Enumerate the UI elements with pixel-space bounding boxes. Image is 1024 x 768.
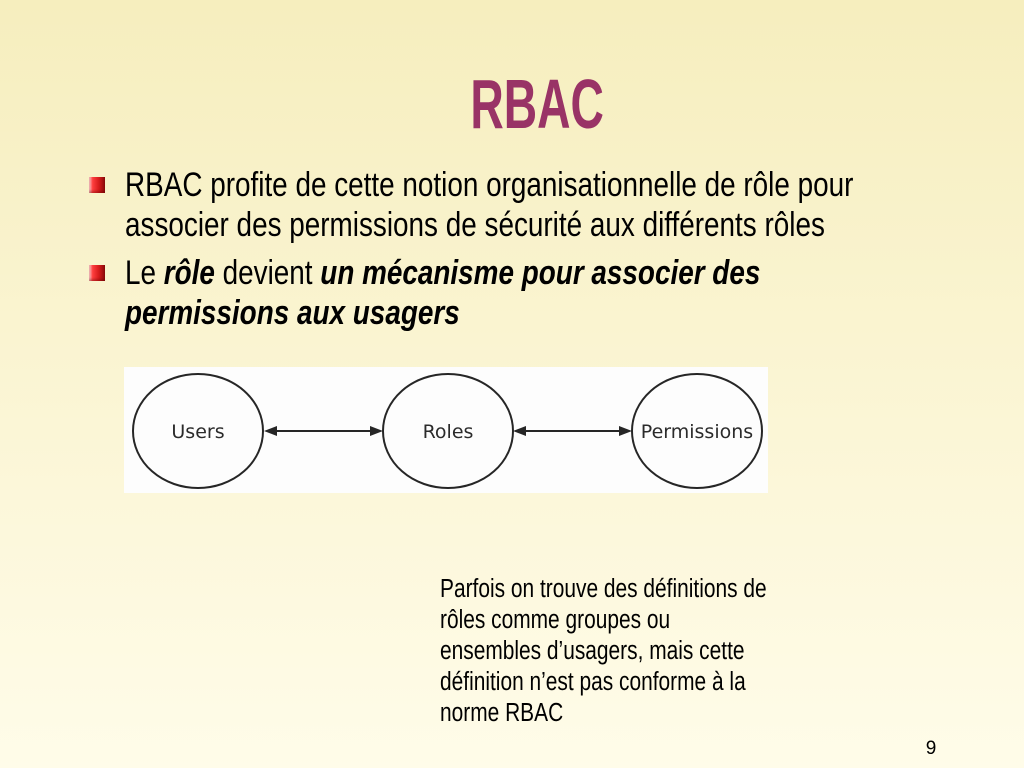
permissions-node-label: Permissions: [640, 421, 754, 443]
arrowhead-left-icon: [513, 426, 526, 436]
rbac-diagram: [124, 367, 768, 493]
bullet-text-emphasis: un mécanisme pour associer des permissions aux usagers: [125, 254, 761, 332]
bullet-text-1: [125, 165, 854, 245]
rbac-diagram-svg: [124, 367, 768, 493]
square-bullet-icon: [89, 265, 105, 281]
side-note: [440, 574, 768, 729]
arrowhead-right-icon: [619, 426, 632, 436]
bullet-text-emphasis: rôle: [163, 254, 215, 292]
bullet-item-1: [0, 165, 960, 249]
square-bullet-icon: [89, 177, 105, 193]
roles-node-label: Roles: [422, 421, 474, 443]
arrowhead-left-icon: [264, 426, 277, 436]
arrowhead-right-icon: [370, 426, 383, 436]
bullet-item-2: [0, 253, 960, 337]
side-note-text: Parfois on trouve des définitions de rôles comme groupes ou ensembles d’usagers, mais cette définition n’est pas conforme à la norme RBAC: [440, 575, 767, 727]
bullet-text-segment: devient: [214, 254, 321, 292]
page-number: 9: [925, 738, 937, 759]
slide-title-text: RBAC: [470, 65, 604, 143]
roles-permissions-arrow: [513, 426, 632, 436]
slide-title: [337, 64, 737, 144]
bullet-text-segment: Le: [125, 254, 164, 292]
users-node-label: Users: [171, 421, 225, 443]
users-roles-arrow: [264, 426, 383, 436]
bullet-text-content: RBAC profite de cette notion organisationnelle de rôle pour associer des permissions de sécurité aux différents rôles: [125, 166, 854, 244]
bullet-text-2: [125, 253, 838, 333]
